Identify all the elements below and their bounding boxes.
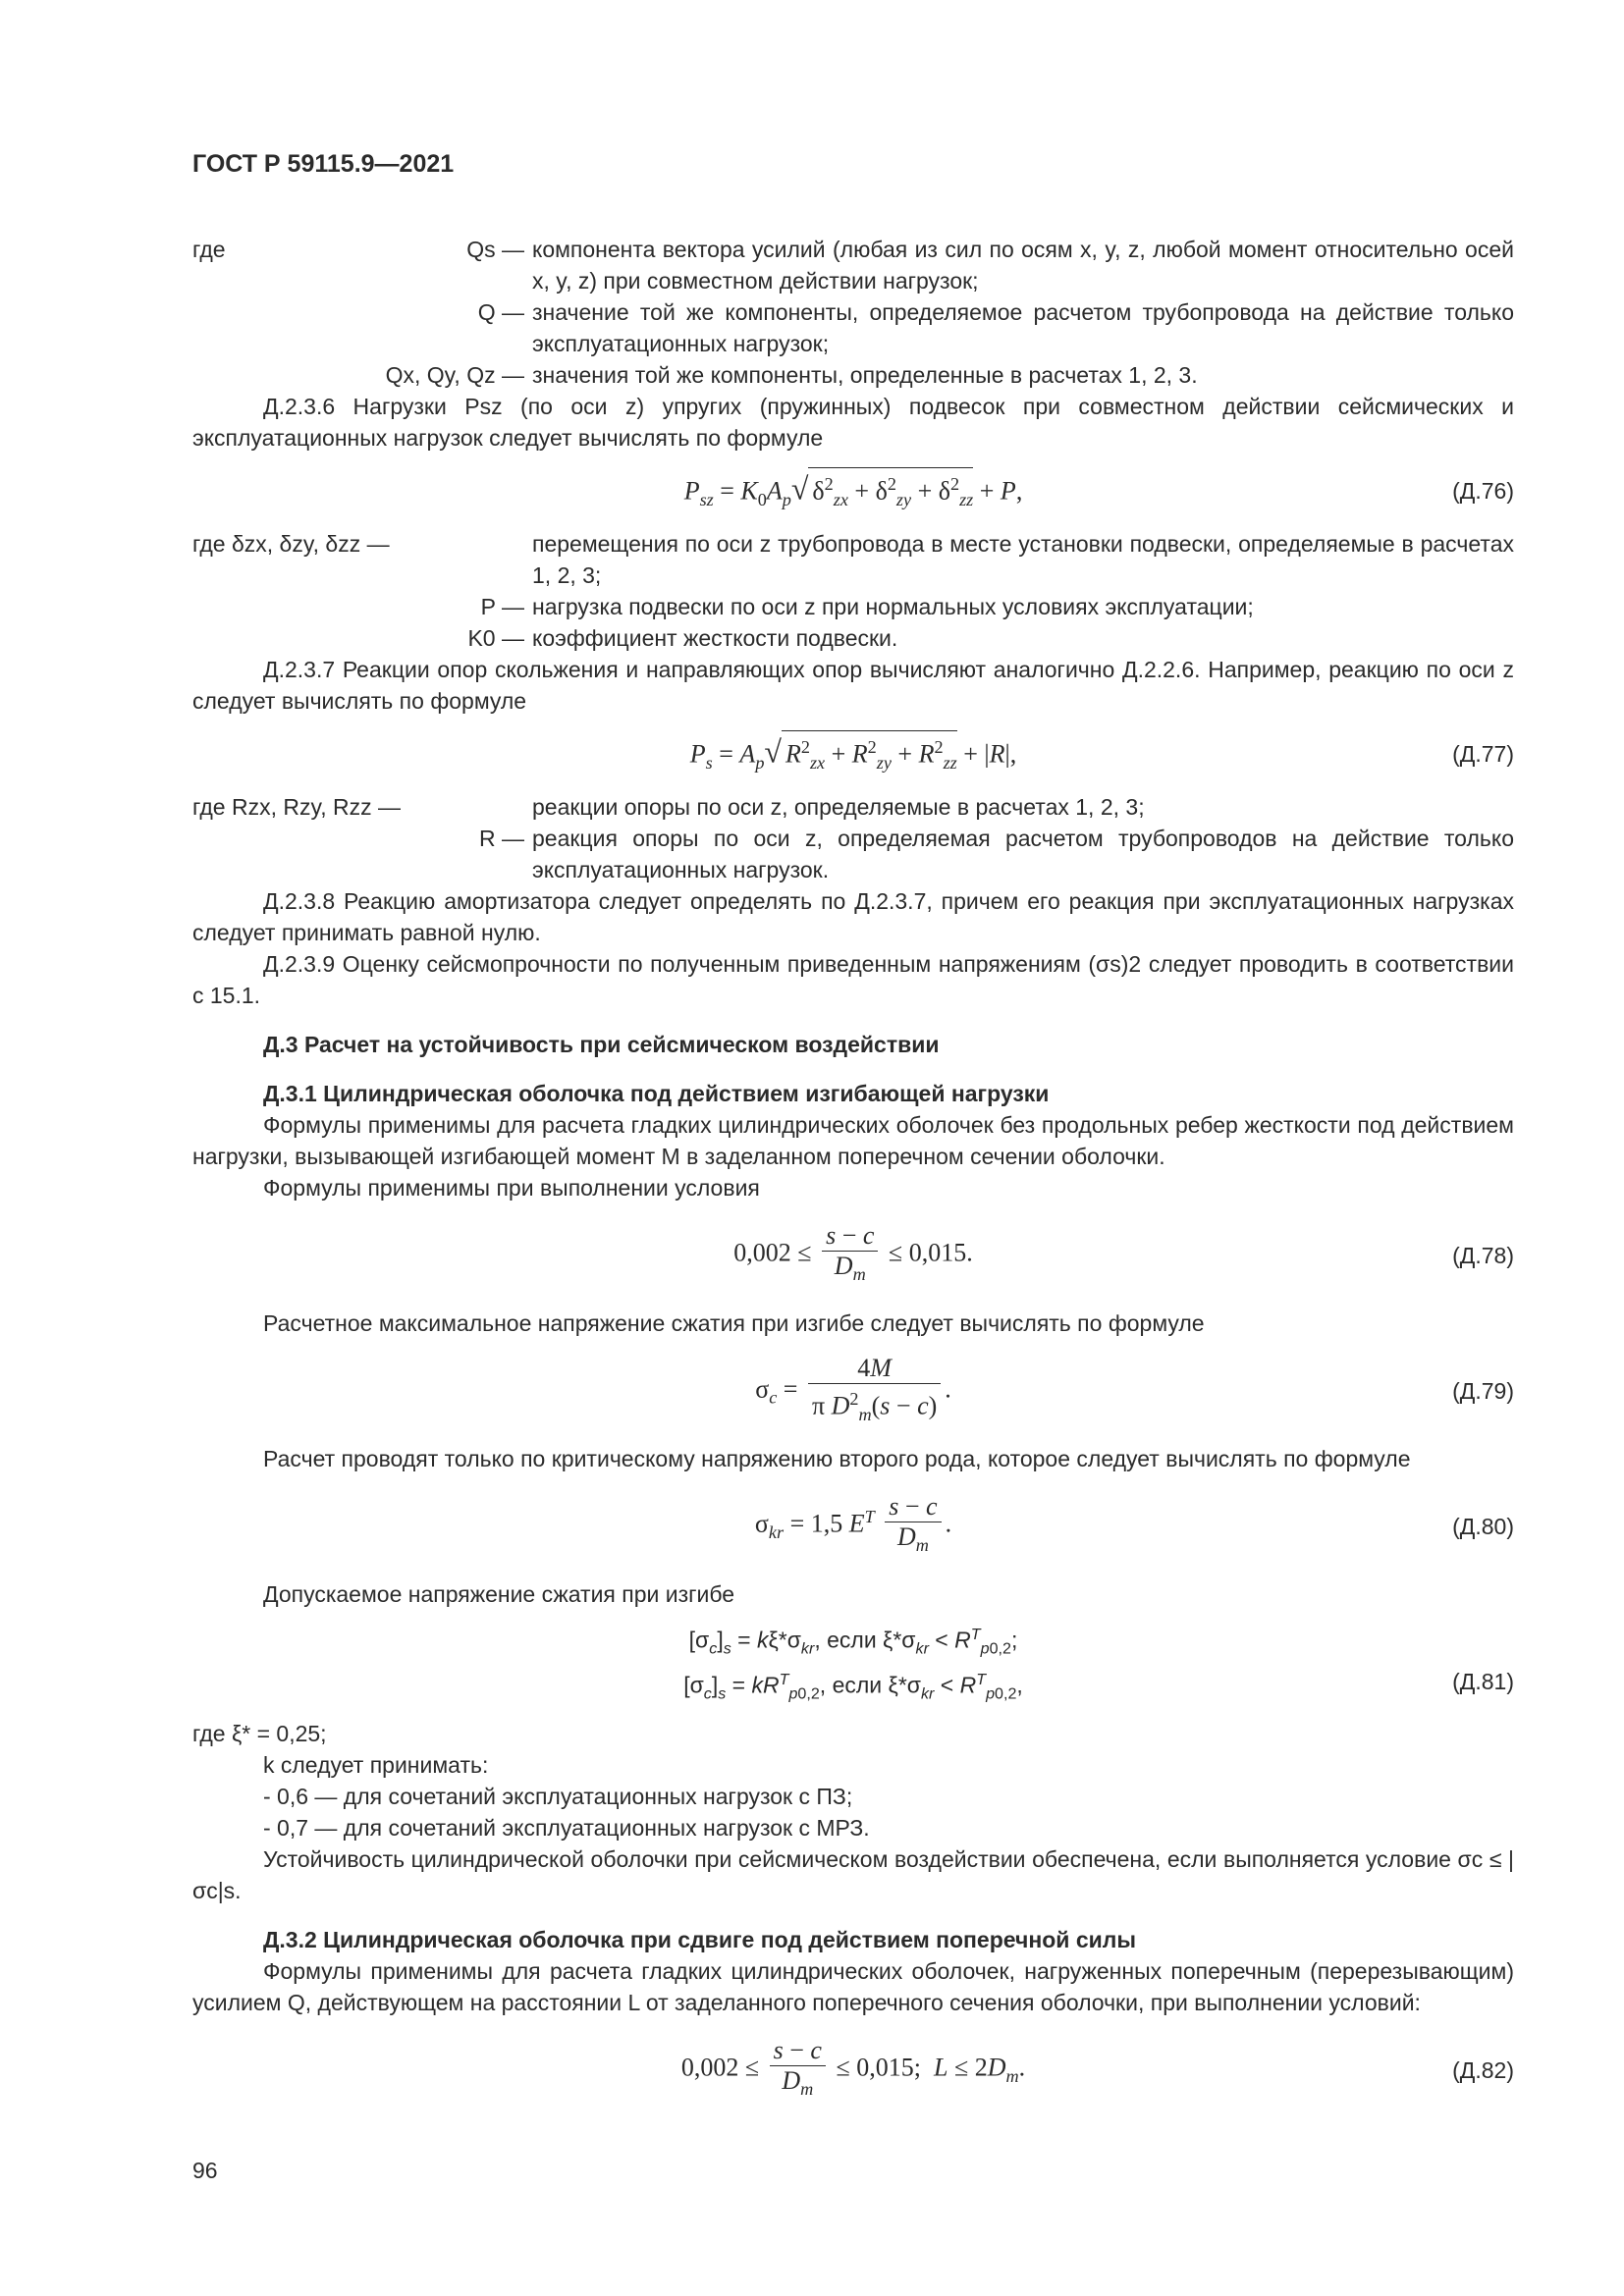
section-heading-d3: Д.3 Расчет на устойчивость при сейсмическом воздействии	[263, 1032, 940, 1057]
where-row: R — реакция опоры по оси z, определяемая расчетом трубопроводов на действие только эксплуатационных нагрузок.	[479, 826, 1514, 882]
formula-expression: $\sigma_c$ = $\frac{4M}{\pi D^2_m(s - c)}$ .	[755, 1353, 951, 1424]
formula-expression: $P_{sz} = K_0A_p√$ $\delta^2_{zx} + \delta^2_{zy} + \delta^2_{zz} + P$,	[684, 467, 1023, 515]
equation-number: (Д.77)	[1452, 741, 1514, 767]
section-heading-d32: Д.3.2 Цилиндрическая оболочка при сдвиге под действием поперечной силы	[263, 1927, 1137, 1952]
equation-number: (Д.76)	[1452, 478, 1514, 504]
page-content	[192, 234, 1514, 2122]
equation-number: (Д.81)	[1452, 1669, 1514, 1694]
where-line: - 0,6 — для сочетаний эксплуатационных нагрузок с ПЗ;	[263, 1784, 853, 1809]
where-block-reactions	[192, 791, 1514, 885]
paragraph-d236: Д.2.3.6 Нагрузки Psz (по оси z) упругих (пружинных) подвесок при совместном действии сейсмических и эксплуатационных нагрузок следует вычислять по формуле	[192, 394, 1514, 451]
equation-number: (Д.80)	[1452, 1514, 1514, 1539]
formula-expression: $P_s = A_p√$ $R^2_{zx} + R^2_{zy} + R^2_{zz} + |R|$,	[690, 730, 1016, 778]
section-heading-d31: Д.3.1 Цилиндрическая оболочка под действием изгибающей нагрузки	[263, 1081, 1050, 1106]
where-row: где Qs — компонента вектора усилий (любая из сил по осям x, y, z, любой момент относительно осей x, y, z) при совместном действии нагрузок;	[192, 237, 1514, 294]
page-number: 96	[192, 2158, 218, 2183]
formula-d78	[192, 1213, 1514, 1298]
formula-d81	[192, 1620, 1514, 1708]
where-row: P — нагрузка подвески по оси z при нормальных условиях эксплуатации;	[480, 594, 1254, 619]
formula-expression: 0,002 ≤ $\frac{s - c}{D_m}$ ≤ 0,015.	[733, 1221, 973, 1285]
where-row: K0 — коэффициент жесткости подвески.	[467, 625, 898, 651]
where-row: Qx, Qy, Qz — значения той же компоненты, определенные в расчетах 1, 2, 3.	[385, 362, 1198, 388]
formula-d77	[192, 726, 1514, 781]
document-header: ГОСТ Р 59115.9—2021	[192, 150, 455, 178]
equation-number: (Д.79)	[1452, 1378, 1514, 1404]
where-block-qs	[192, 234, 1514, 391]
where-block-delta	[192, 528, 1514, 654]
equation-number: (Д.78)	[1452, 1243, 1514, 1268]
paragraph-d31b: Формулы применимы при выполнении условия	[263, 1175, 760, 1201]
paragraph-d31d: Расчет проводят только по критическому напряжению второго рода, которое следует вычислять по формуле	[263, 1446, 1411, 1471]
formula-expression: 0,002 ≤ $\frac{s - c}{D_m}$ ≤ 0,015; $L \le 2D_m$.	[680, 2036, 1026, 2100]
paragraph-d31a: Формулы применимы для расчета гладких цилиндрических оболочек без продольных ребер жесткости под действием нагрузки, вызывающей изгибающей момент M в заделанном поперечном сечении оболочки.	[192, 1112, 1514, 1169]
where-row: где Rzx, Rzy, Rzz — реакции опоры по оси z, определяемые в расчетах 1, 2, 3;	[192, 794, 1145, 820]
where-line: k следует принимать:	[263, 1752, 489, 1778]
where-row: Q — значение той же компоненты, определяемое расчетом трубопровода на действие только эксплуатационных нагрузок;	[477, 299, 1514, 356]
formula-d80	[192, 1484, 1514, 1569]
where-line: где ξ* = 0,25;	[192, 1721, 327, 1746]
where-block-xi	[192, 1718, 1514, 1843]
equation-number: (Д.82)	[1452, 2057, 1514, 2083]
paragraph-d238: Д.2.3.8 Реакцию амортизатора следует определять по Д.2.3.7, причем его реакция при эксплуатационных нагрузках следует принимать равной нулю.	[192, 888, 1514, 945]
formula-line-1: $[\sigma_c]_s = k\xi*\sigma_{kr}$, если $\xi*\sigma_{kr} < R^T_{p0,2}$;	[688, 1625, 1018, 1657]
formula-line-2: $[\sigma_c]_s = kR^T_{p0,2}$, если $\xi*\sigma_{kr} < R^T_{p0,2}$,	[683, 1671, 1023, 1703]
paragraph-d31c: Расчетное максимальное напряжение сжатия при изгибе следует вычислять по формуле	[263, 1310, 1205, 1336]
where-row: где δzx, δzy, δzz — перемещения по оси z трубопровода в месте установки подвески, определяемые в расчетах 1, 2, 3;	[192, 531, 1514, 588]
where-line: - 0,7 — для сочетаний эксплуатационных нагрузок с МРЗ.	[263, 1815, 870, 1841]
paragraph-d32a: Формулы применимы для расчета гладких цилиндрических оболочек, нагруженных поперечным (перерезывающим) усилием Q, действующем на расстоянии L от заделанного поперечного сечения оболочки, при выполнении условий:	[192, 1958, 1514, 2015]
formula-d82	[192, 2028, 1514, 2112]
paragraph-d31f: Устойчивость цилиндрической оболочки при сейсмическом воздействии обеспечена, если выполняется условие σc ≤ |σc|s.	[192, 1846, 1514, 1903]
formula-d76	[192, 463, 1514, 518]
paragraph-d31e: Допускаемое напряжение сжатия при изгибе	[263, 1581, 735, 1607]
paragraph-d237: Д.2.3.7 Реакции опор скольжения и направляющих опор вычисляют аналогично Д.2.2.6. Например, реакцию по оси z следует вычислять по формуле	[192, 657, 1514, 714]
paragraph-d239: Д.2.3.9 Оценку сейсмопрочности по полученным приведенным напряжениям (σs)2 следует проводить в соответствии с 15.1.	[192, 951, 1514, 1008]
formula-d79	[192, 1349, 1514, 1433]
formula-expression: $\sigma_{kr} = 1,5$ $E^T$ $\frac{s - c}{D_m}$ .	[754, 1492, 952, 1556]
